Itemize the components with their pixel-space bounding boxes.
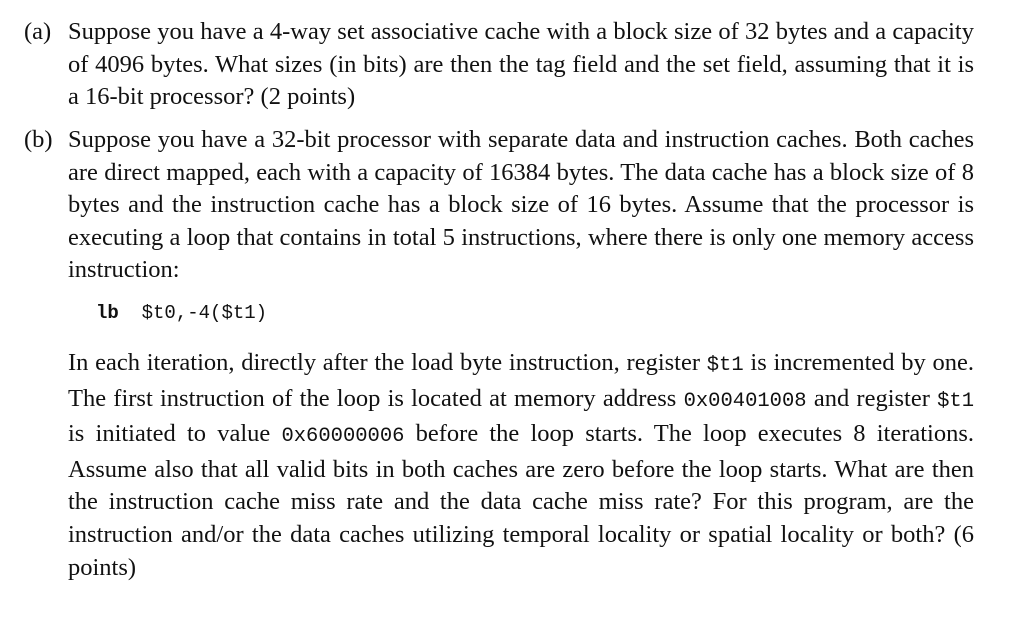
details-text-1: In each iteration, directly after the load byte instruction, register [68, 348, 707, 376]
question-b-details [68, 347, 974, 584]
code-snippet [68, 301, 974, 325]
code-operands: $t0,-4($t1) [141, 301, 268, 324]
question-a-text: Suppose you have a 4-way set associative cache with a block size of 32 bytes and a capacity of 4096 bytes. What sizes (in bits) are then the tag field and the set field, assuming that it is a 16-bit processor? (2 points) [68, 18, 974, 111]
details-text-2: is incremented by one. The first instruction of the loop is located at memory address [68, 348, 975, 412]
question-a [24, 16, 974, 114]
question-b-intro: Suppose you have a 32-bit processor with separate data and instruction caches. Both caches are direct mapped, each with a capacity of 16384 bytes. The data cache has a block size of 8 bytes and the instruction cache has a block size of 16 bytes. Assume that the processor is executing a loop that contains in total 5 instructions, where there is only one memory access instruction: [68, 126, 974, 284]
question-b [24, 124, 974, 584]
register-t1-second: $t1 [937, 389, 974, 413]
question-b-label: (b) [24, 126, 53, 153]
question-b-body [68, 124, 974, 584]
details-text-3: and register [806, 384, 938, 412]
details-text-4: is initiated to value [68, 420, 282, 448]
register-initial-value: 0x60000006 [281, 425, 405, 449]
loop-start-address: 0x00401008 [683, 389, 807, 413]
details-text-5: before the loop starts. The loop executes 8 iterations. Assume also that all valid bits in both caches are zero before the loop starts. What are then the instruction cache miss rate and the data cache miss rate? For this program, are the instruction and/or the data caches utilizing temporal locality or spatial locality or both? (6 points) [68, 420, 974, 581]
question-a-label: (a) [24, 18, 52, 45]
code-opcode: lb [96, 301, 119, 324]
register-t1: $t1 [706, 353, 744, 377]
